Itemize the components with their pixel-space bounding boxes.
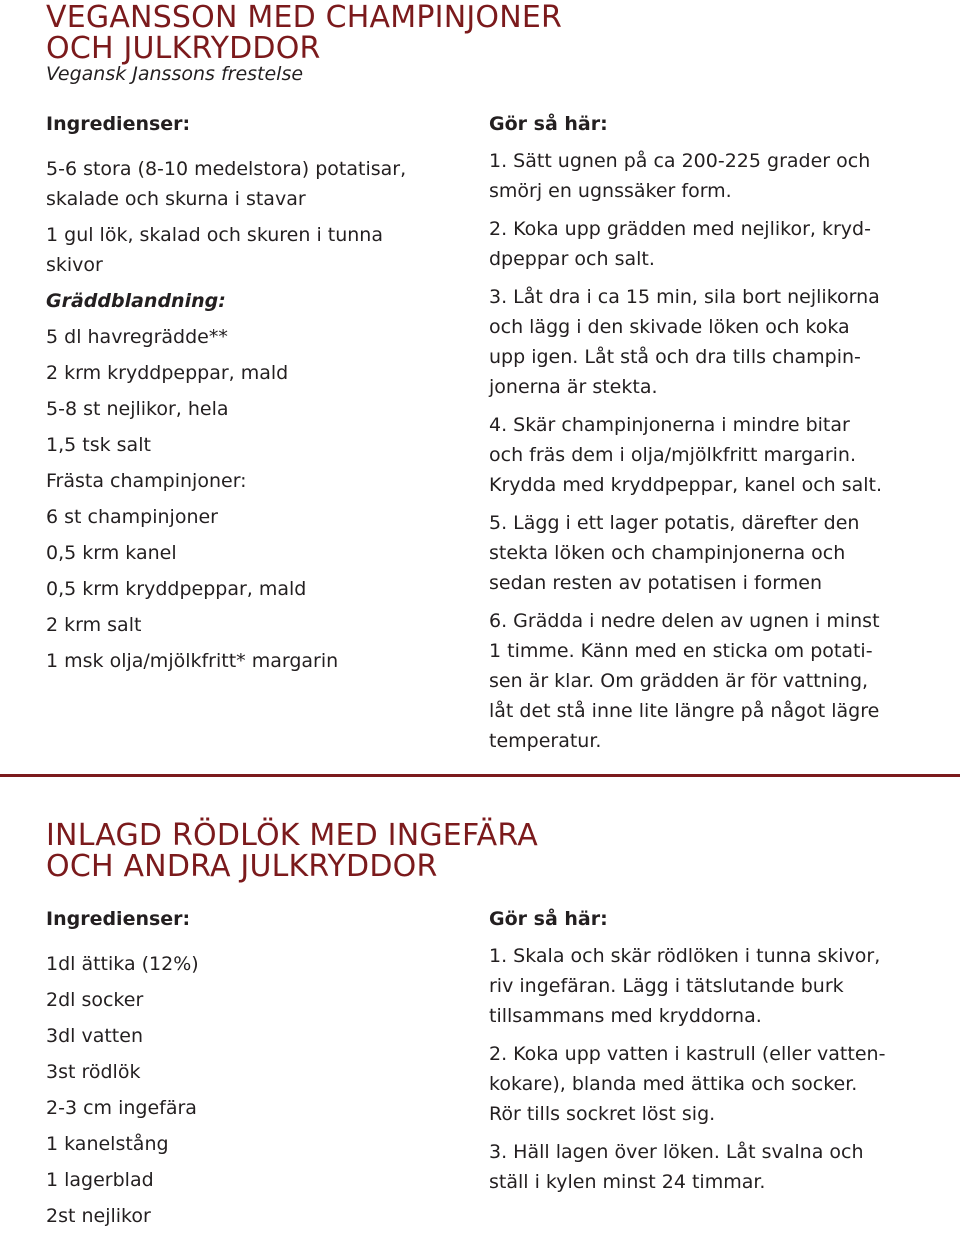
ingredient-item: 1 msk olja/mjölkfritt* margarin: [46, 650, 339, 672]
ingredient-item: 0,5 krm kryddpeppar, mald: [46, 578, 307, 600]
ingredient-item: 1 gul lök, skalad och skuren i tunna skivor: [46, 224, 383, 276]
ingredients-column: [46, 112, 446, 682]
ingredient-subheading: Gräddblandning:: [46, 290, 226, 312]
steps-heading: Gör så här:: [489, 113, 608, 135]
step-item: 1. Skala och skär rödlöken i tunna skivor, riv ingefäran. Lägg i tätslutande burk tillsammans med kryddorna.: [489, 945, 881, 1027]
ingredient-item: Frästa champinjoner:: [46, 470, 247, 492]
ingredients-list: [46, 949, 446, 1231]
ingredient-item: 6 st champinjoner: [46, 506, 218, 528]
steps-column: [489, 112, 919, 764]
ingredient-item: 3dl vatten: [46, 1025, 143, 1047]
ingredient-item: 2 krm kryddpeppar, mald: [46, 362, 289, 384]
ingredient-item: 2 krm salt: [46, 614, 142, 636]
ingredient-item: 5 dl havregrädde**: [46, 326, 228, 348]
ingredients-list: [46, 154, 446, 676]
ingredient-item: 1dl ättika (12%): [46, 953, 199, 975]
recipe-title-line2: OCH JULKRYDDOR: [46, 31, 321, 66]
ingredient-item: 3st rödlök: [46, 1061, 141, 1083]
step-item: 2. Koka upp grädden med nejlikor, kryd- dpeppar och salt.: [489, 218, 871, 270]
step-item: 4. Skär champinjonerna i mindre bitar och fräs dem i olja/mjölkfritt margarin. Krydda med kryddpeppar, kanel och salt.: [489, 414, 883, 496]
ingredient-item: 1,5 tsk salt: [46, 434, 151, 456]
ingredients-column: [46, 907, 446, 1237]
step-item: 6. Grädda i nedre delen av ugnen i minst 1 timme. Känn med en sticka om potati- sen är klar. Om grädden är för vattning, låt det stå inne lite längre på något lägre temperatur.: [489, 610, 880, 752]
ingredients-heading: Ingredienser:: [46, 908, 191, 930]
step-item: 5. Lägg i ett lager potatis, därefter den stekta löken och champinjonerna och sedan resten av potatisen i formen: [489, 512, 860, 594]
ingredient-item: 2st nejlikor: [46, 1205, 151, 1227]
recipe-title-line2: OCH ANDRA JULKRYDDOR: [46, 849, 438, 884]
recipe-subtitle: Vegansk Janssons frestelse: [46, 63, 304, 85]
step-item: 2. Koka upp vatten i kastrull (eller vatten- kokare), blanda med ättika och socker. Rör tills sockret löst sig.: [489, 1043, 886, 1125]
steps-heading: Gör så här:: [489, 908, 608, 930]
section-divider: [0, 774, 960, 777]
recipe-title-line1: VEGANSSON MED CHAMPINJONER: [46, 0, 563, 35]
ingredient-item: 2-3 cm ingefära: [46, 1097, 197, 1119]
recipe-title-line1: INLAGD RÖDLÖK MED INGEFÄRA: [46, 818, 538, 853]
steps-column: [489, 907, 919, 1205]
step-item: 1. Sätt ugnen på ca 200-225 grader och smörj en ugnssäker form.: [489, 150, 871, 202]
ingredient-item: 1 kanelstång: [46, 1133, 169, 1155]
step-item: 3. Låt dra i ca 15 min, sila bort nejlikorna och lägg i den skivade löken och koka upp igen. Låt stå och dra tills champin- jonerna är stekta.: [489, 286, 880, 398]
ingredient-item: 1 lagerblad: [46, 1169, 154, 1191]
ingredient-item: 2dl socker: [46, 989, 144, 1011]
ingredient-item: 5-8 st nejlikor, hela: [46, 398, 229, 420]
steps-list: [489, 146, 919, 756]
ingredient-item: 5-6 stora (8-10 medelstora) potatisar, skalade och skurna i stavar: [46, 158, 407, 210]
ingredients-heading: Ingredienser:: [46, 113, 191, 135]
steps-list: [489, 941, 919, 1197]
step-item: 3. Häll lagen över löken. Låt svalna och ställ i kylen minst 24 timmar.: [489, 1141, 864, 1193]
ingredient-item: 0,5 krm kanel: [46, 542, 177, 564]
